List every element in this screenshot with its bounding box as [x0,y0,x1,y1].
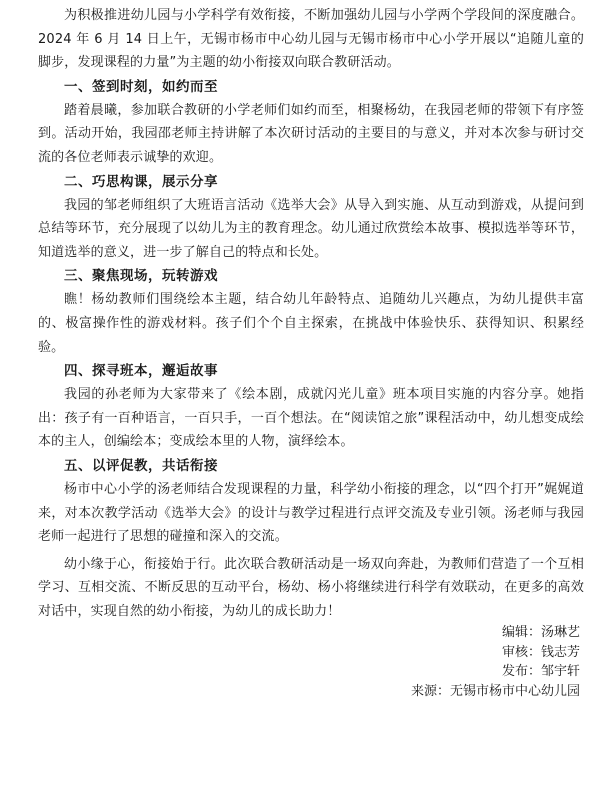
closing-paragraph: 幼小缘于心，衔接始于行。此次联合教研活动是一场双向奔赴，为教师们营造了一个互相学习、互相交流、不断反思的互动平台，杨幼、杨小将继续进行科学有效联动，在更多的高效对话中，实现自然的幼小衔接，为幼儿的成长助力！ [38,556,584,619]
source-credit: 来源：无锡市杨市中心幼儿园 [410,683,580,699]
section-heading-2: 二、巧思构课，展示分享 [64,173,218,190]
section-body-3: 瞧！杨幼教师们围绕绘本主题，结合幼儿年龄特点、追随幼儿兴趣点，为幼儿提供丰富的、极富操作性的游戏材料。孩子们个个自主探索，在挑战中体验快乐、获得知识、积累经验。 [38,292,584,355]
article [38,4,584,701]
section-body-2: 我园的邹老师组织了大班语言活动《选举大会》从导入到实施、从互动到游戏，从提问到总结等环节，充分展现了以幼儿为主的教育理念。幼儿通过欣赏绘本故事、模拟选举等环节，知道选举的意义，进一步了解自己的特点和长处。 [38,197,584,260]
publisher-credit: 发布：邹宇轩 [501,664,580,680]
editor-credit: 编辑：汤琳艺 [501,625,580,641]
section-body-4: 我园的孙老师为大家带来了《绘本剧，成就闪光儿童》班本项目实施的内容分享。她指出：孩子有一百种语言，一百只手，一百个想法。在“阅读馆之旅”课程活动中，幼儿想变成绘本的主人，创编绘本；变成绘本里的人物，演绎绘本。 [38,387,584,450]
section-heading-4: 四、探寻班本，邂逅故事 [64,363,218,380]
section-heading-3: 三、聚焦现场，玩转游戏 [64,268,218,285]
intro-paragraph: 为积极推进幼儿园与小学科学有效衔接，不断加强幼儿园与小学两个学段间的深度融合。2024 年 6 月 14 日上午，无锡市杨市中心幼儿园与无锡市杨市中心小学开展以“追随儿童的脚步，发现课程的力量”为主题的幼小衔接双向联合教研活动。 [38,8,584,71]
reviewer-credit: 审核：钱志芳 [501,644,580,660]
credits-block [38,623,584,701]
section-heading-1: 一、签到时刻，如约而至 [64,78,218,95]
section-body-5: 杨市中心小学的汤老师结合发现课程的力量，科学幼小衔接的理念，以“四个打开”娓娓道来，对本次教学活动《选举大会》的设计与教学过程进行点评交流及专业引领。汤老师与我园老师一起进行了思想的碰撞和深入的交流。 [38,481,584,545]
section-heading-5: 五、以评促教，共话衔接 [64,457,218,474]
section-body-1: 踏着晨曦，参加联合教研的小学老师们如约而至，相聚杨幼，在我园老师的带领下有序签到。活动开始，我园邵老师主持讲解了本次研讨活动的主要目的与意义，并对本次参与研讨交流的各位老师表示诚挚的欢迎。 [38,102,584,165]
